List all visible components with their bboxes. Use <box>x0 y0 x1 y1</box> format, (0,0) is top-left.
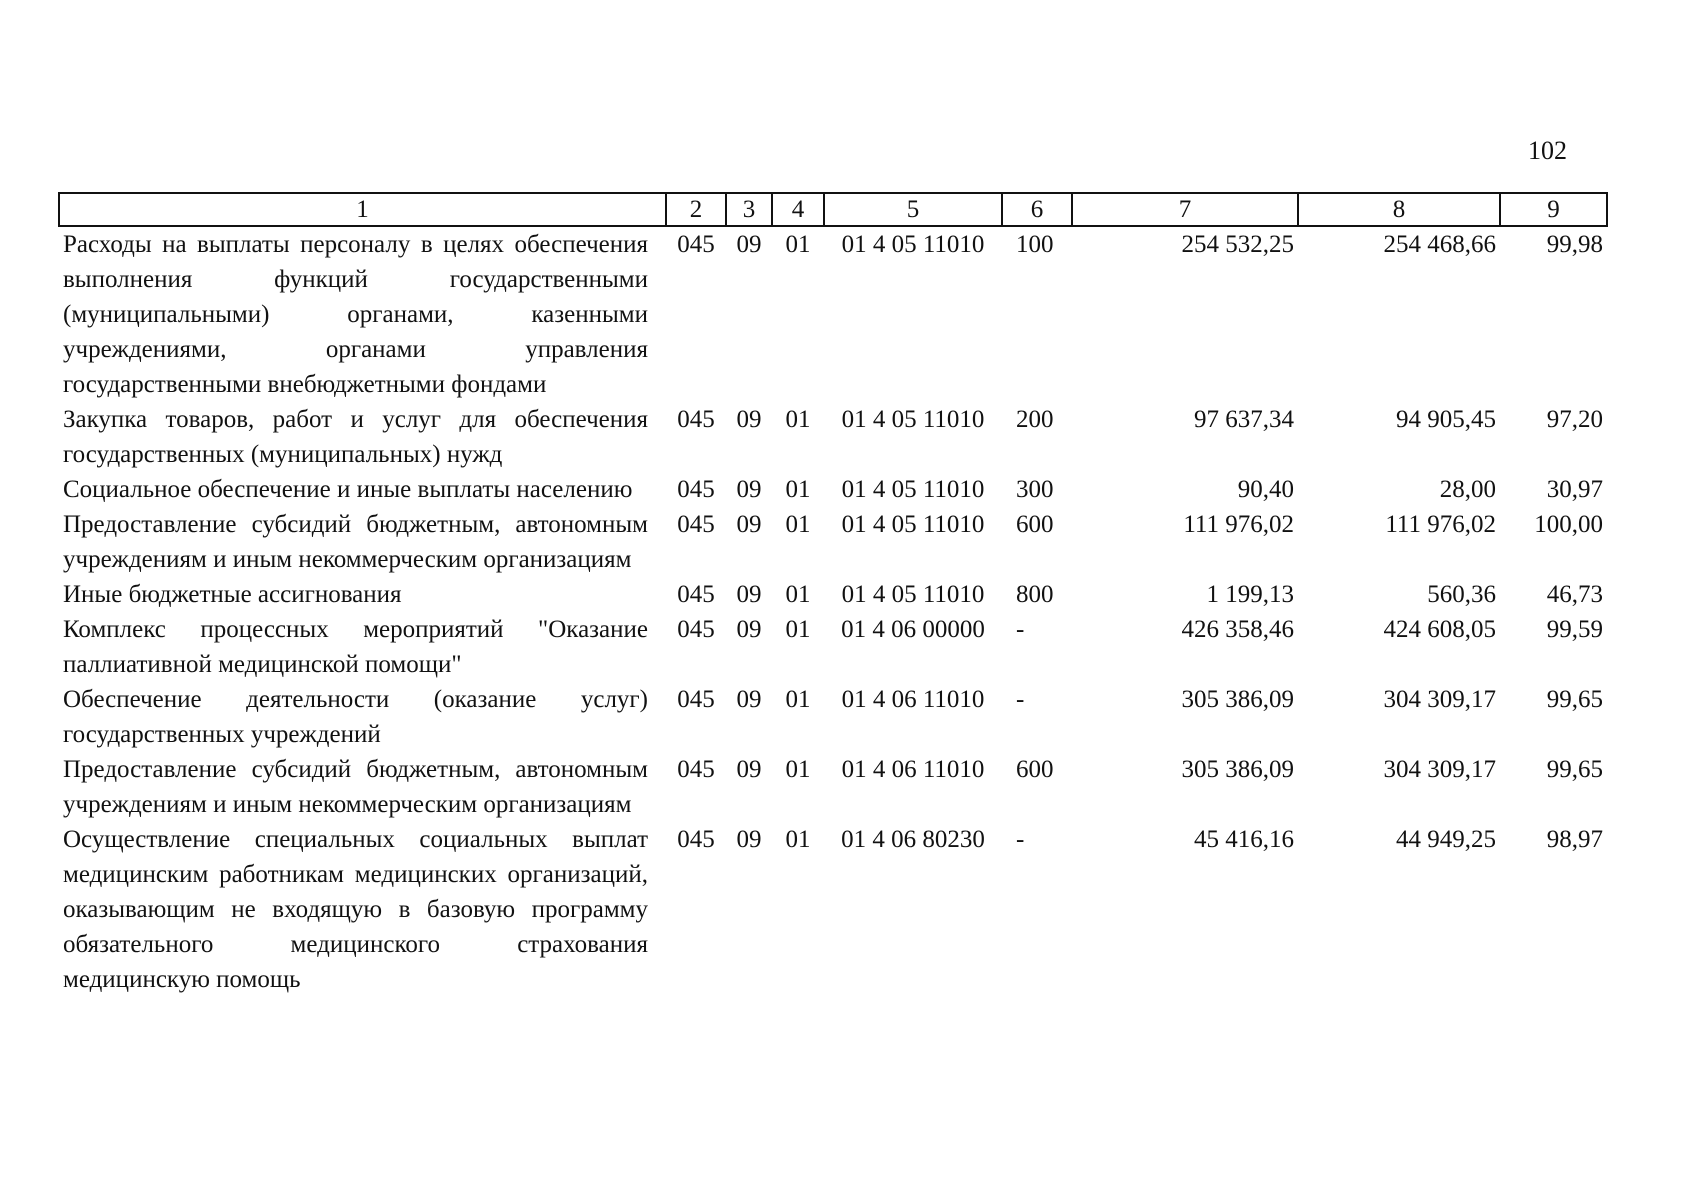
actual-amount: 560,36 <box>1427 581 1496 608</box>
expense-type-code: 300 <box>1016 476 1054 503</box>
table-row <box>59 682 1607 752</box>
column-header: 7 <box>1072 193 1298 226</box>
planned-amount: 97 637,34 <box>1194 406 1294 433</box>
target-article-code: 01 4 05 11010 <box>841 581 985 608</box>
ministry-code: 045 <box>677 756 715 783</box>
expense-type-code: - <box>1016 826 1025 853</box>
ministry-code: 045 <box>677 476 715 503</box>
ministry-code: 045 <box>677 231 715 258</box>
planned-amount: 254 532,25 <box>1181 231 1294 258</box>
column-header: 9 <box>1500 193 1607 226</box>
table-row <box>59 577 1607 612</box>
column-header: 4 <box>772 193 824 226</box>
expense-name: Расходы на выплаты персоналу в целях обеспечения выполнения функций государственными (муниципальными) органами, казенными учреждениями, органами управления государственными внебюджетными фондами <box>63 231 648 398</box>
subsection-code: 01 <box>785 581 811 608</box>
budget-table <box>58 192 1608 997</box>
actual-amount: 28,00 <box>1439 476 1496 503</box>
ministry-code: 045 <box>677 581 715 608</box>
column-header: 5 <box>824 193 1002 226</box>
planned-amount: 111 976,02 <box>1183 511 1294 538</box>
actual-amount: 254 468,66 <box>1383 231 1496 258</box>
subsection-code: 01 <box>785 406 811 433</box>
subsection-code: 01 <box>785 826 811 853</box>
execution-percent: 99,65 <box>1546 686 1603 713</box>
section-code: 09 <box>736 231 762 258</box>
table-row <box>59 752 1607 822</box>
actual-amount: 94 905,45 <box>1396 406 1496 433</box>
target-article-code: 01 4 06 11010 <box>841 756 985 783</box>
column-header: 2 <box>666 193 726 226</box>
expense-type-code: 800 <box>1016 581 1054 608</box>
ministry-code: 045 <box>677 406 715 433</box>
table-row <box>59 612 1607 682</box>
expense-type-code: 100 <box>1016 231 1054 258</box>
expense-name: Комплекс процессных мероприятий "Оказание паллиативной медицинской помощи" <box>63 616 648 678</box>
expense-name: Иные бюджетные ассигнования <box>63 581 402 608</box>
section-code: 09 <box>736 476 762 503</box>
actual-amount: 304 309,17 <box>1383 756 1496 783</box>
expense-type-code: 600 <box>1016 756 1054 783</box>
header-row <box>59 193 1607 226</box>
section-code: 09 <box>736 581 762 608</box>
planned-amount: 45 416,16 <box>1194 826 1294 853</box>
actual-amount: 111 976,02 <box>1385 511 1496 538</box>
expense-name: Предоставление субсидий бюджетным, автономным учреждениям и иным некоммерческим организациям <box>63 756 648 818</box>
execution-percent: 99,98 <box>1546 231 1603 258</box>
ministry-code: 045 <box>677 511 715 538</box>
target-article-code: 01 4 05 11010 <box>841 231 985 258</box>
subsection-code: 01 <box>785 686 811 713</box>
table-row <box>59 402 1607 472</box>
column-header: 8 <box>1298 193 1500 226</box>
target-article-code: 01 4 05 11010 <box>841 476 985 503</box>
actual-amount: 44 949,25 <box>1396 826 1496 853</box>
section-code: 09 <box>736 756 762 783</box>
expense-type-code: 200 <box>1016 406 1054 433</box>
execution-percent: 30,97 <box>1546 476 1603 503</box>
section-code: 09 <box>736 616 762 643</box>
target-article-code: 01 4 06 11010 <box>841 686 985 713</box>
column-header: 3 <box>726 193 772 226</box>
actual-amount: 424 608,05 <box>1383 616 1496 643</box>
expense-type-code: - <box>1016 686 1025 713</box>
expense-name: Социальное обеспечение и иные выплаты населению <box>63 476 633 503</box>
execution-percent: 46,73 <box>1546 581 1603 608</box>
target-article-code: 01 4 06 00000 <box>841 616 985 643</box>
ministry-code: 045 <box>677 826 715 853</box>
execution-percent: 99,59 <box>1546 616 1603 643</box>
actual-amount: 304 309,17 <box>1383 686 1496 713</box>
table-row <box>59 822 1607 997</box>
execution-percent: 97,20 <box>1546 406 1603 433</box>
column-header: 6 <box>1002 193 1072 226</box>
target-article-code: 01 4 05 11010 <box>841 406 985 433</box>
table-row <box>59 226 1607 402</box>
ministry-code: 045 <box>677 686 715 713</box>
section-code: 09 <box>736 406 762 433</box>
subsection-code: 01 <box>785 231 811 258</box>
subsection-code: 01 <box>785 476 811 503</box>
planned-amount: 90,40 <box>1237 476 1294 503</box>
expense-name: Предоставление субсидий бюджетным, автономным учреждениям и иным некоммерческим организациям <box>63 511 648 573</box>
section-code: 09 <box>736 826 762 853</box>
target-article-code: 01 4 06 80230 <box>841 826 985 853</box>
section-code: 09 <box>736 511 762 538</box>
planned-amount: 1 199,13 <box>1206 581 1294 608</box>
subsection-code: 01 <box>785 756 811 783</box>
execution-percent: 100,00 <box>1534 511 1603 538</box>
subsection-code: 01 <box>785 511 811 538</box>
planned-amount: 305 386,09 <box>1181 686 1294 713</box>
execution-percent: 99,65 <box>1546 756 1603 783</box>
planned-amount: 426 358,46 <box>1181 616 1294 643</box>
page-number: 102 <box>1528 136 1567 165</box>
target-article-code: 01 4 05 11010 <box>841 511 985 538</box>
expense-type-code: - <box>1016 616 1025 643</box>
expense-type-code: 600 <box>1016 511 1054 538</box>
expense-name: Обеспечение деятельности (оказание услуг) государственных учреждений <box>63 686 648 748</box>
expense-name: Осуществление специальных социальных выплат медицинским работникам медицинских организаций, оказывающим не входящую в базовую программу обязательного медицинского страхования медицинскую помощь <box>63 826 648 993</box>
expense-name: Закупка товаров, работ и услуг для обеспечения государственных (муниципальных) нужд <box>63 406 648 468</box>
ministry-code: 045 <box>677 616 715 643</box>
column-header: 1 <box>59 193 666 226</box>
section-code: 09 <box>736 686 762 713</box>
table-row <box>59 472 1607 507</box>
planned-amount: 305 386,09 <box>1181 756 1294 783</box>
table-row <box>59 507 1607 577</box>
execution-percent: 98,97 <box>1546 826 1603 853</box>
subsection-code: 01 <box>785 616 811 643</box>
